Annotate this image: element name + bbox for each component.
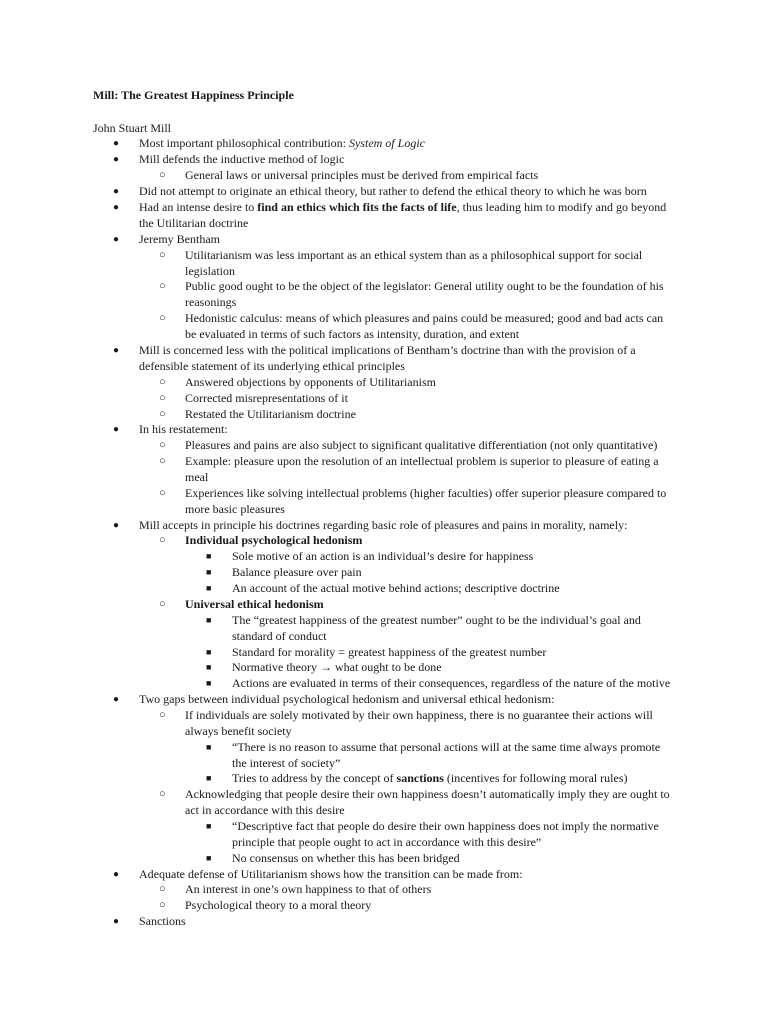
list-item bbox=[159, 407, 674, 423]
list-item-text: Example: pleasure upon the resolution of an intellectual problem is superior to pleasure of eating a meal bbox=[185, 454, 659, 484]
list-item-text: Mill defends the inductive method of logic bbox=[139, 152, 345, 166]
bullet-marker: ○ bbox=[159, 376, 166, 388]
list-item bbox=[206, 549, 674, 565]
list-item bbox=[159, 168, 674, 184]
list-item-text: Did not attempt to originate an ethical theory, but rather to defend the ethical theory to which he was born bbox=[139, 184, 647, 198]
bullet-marker: ○ bbox=[159, 709, 166, 721]
list-item-text: “Descriptive fact that people do desire their own happiness does not imply the normative principle that people ought to act in accordance with this desire” bbox=[232, 819, 659, 849]
list-item-text: Acknowledging that people desire their own happiness doesn’t automatically imply they are ought to act in accordance with this desire bbox=[185, 787, 670, 817]
list-item-text: Answered objections by opponents of Utilitarianism bbox=[185, 375, 436, 389]
list-item bbox=[113, 136, 674, 152]
bullet-marker: ● bbox=[113, 520, 120, 531]
list-item bbox=[113, 232, 674, 248]
bullet-marker: ● bbox=[113, 202, 120, 213]
bullet-marker: ○ bbox=[159, 534, 166, 546]
list-item-text: Utilitarianism was less important as an ethical system than as a philosophical support for social legislation bbox=[185, 248, 643, 278]
list-item-text: The “greatest happiness of the greatest number” ought to be the individual’s goal and standard of conduct bbox=[232, 613, 641, 643]
list-item bbox=[206, 851, 674, 867]
list-item bbox=[159, 438, 674, 454]
bullet-marker: ● bbox=[113, 234, 120, 245]
bullet-marker: ○ bbox=[159, 487, 166, 499]
list-item bbox=[159, 391, 674, 407]
list-item bbox=[113, 422, 674, 438]
list-item bbox=[113, 343, 674, 375]
bullet-marker: ■ bbox=[206, 647, 212, 657]
list-item bbox=[159, 375, 674, 391]
bullet-marker: ■ bbox=[206, 773, 212, 783]
list-item-text: Pleasures and pains are also subject to significant qualitative differentiation (not only quantitative) bbox=[185, 438, 658, 452]
list-item-text: Hedonistic calculus: means of which pleasures and pains could be measured; good and bad acts can be evaluated in terms of such factors as intensity, duration, and extent bbox=[185, 311, 664, 341]
emphasized-text: sanctions bbox=[396, 771, 444, 785]
bullet-marker: ○ bbox=[159, 392, 166, 404]
list-item-text: Tries to address by the concept of bbox=[232, 771, 397, 785]
bullet-marker: ■ bbox=[206, 678, 212, 688]
list-item-text: “There is no reason to assume that personal actions will at the same time always promote the interest of society” bbox=[232, 740, 661, 770]
bullet-marker: ■ bbox=[206, 615, 212, 625]
list-item-text: Sole motive of an action is an individual’s desire for happiness bbox=[232, 549, 534, 563]
list-item bbox=[159, 597, 674, 613]
bullet-marker: ■ bbox=[206, 567, 212, 577]
emphasized-text: System of Logic bbox=[348, 136, 425, 150]
bullet-marker: ○ bbox=[159, 598, 166, 610]
bullet-marker: ● bbox=[113, 916, 120, 927]
bullet-marker: ● bbox=[113, 694, 120, 705]
bullet-marker: ○ bbox=[159, 249, 166, 261]
list-item bbox=[159, 248, 674, 280]
list-item bbox=[159, 486, 674, 518]
bullet-marker: ○ bbox=[159, 899, 166, 911]
list-item bbox=[159, 279, 674, 311]
list-item bbox=[113, 692, 674, 708]
bullet-marker: ● bbox=[113, 869, 120, 880]
list-item bbox=[113, 914, 674, 930]
list-item bbox=[113, 200, 674, 232]
bullet-marker: ● bbox=[113, 424, 120, 435]
list-item bbox=[206, 565, 674, 581]
list-item-text: Two gaps between individual psychological hedonism and universal ethical hedonism: bbox=[139, 692, 555, 706]
list-item-text: Jeremy Bentham bbox=[139, 232, 220, 246]
bullet-marker: ■ bbox=[206, 821, 212, 831]
list-item bbox=[159, 311, 674, 343]
list-item-text: No consensus on whether this has been bridged bbox=[232, 851, 460, 865]
list-item bbox=[159, 787, 674, 819]
bullet-marker: ○ bbox=[159, 788, 166, 800]
bullet-marker: ○ bbox=[159, 439, 166, 451]
list-item-text: Actions are evaluated in terms of their consequences, regardless of the nature of the motive bbox=[232, 676, 671, 690]
list-item bbox=[159, 898, 674, 914]
list-item bbox=[206, 613, 674, 645]
list-item-text: Psychological theory to a moral theory bbox=[185, 898, 372, 912]
emphasized-text: find an ethics which fits the facts of life bbox=[257, 200, 457, 214]
list-item-text: Mill is concerned less with the political implications of Bentham’s doctrine than with the provision of a defensible statement of its underlying ethical principles bbox=[139, 343, 636, 373]
bullet-marker: ● bbox=[113, 345, 120, 356]
bullet-marker: ■ bbox=[206, 551, 212, 561]
list-item-text: Normative theory → what ought to be done bbox=[232, 660, 442, 674]
list-item-text: Restated the Utilitarianism doctrine bbox=[185, 407, 356, 421]
bullet-marker: ○ bbox=[159, 883, 166, 895]
list-item bbox=[206, 660, 674, 676]
list-item-text: Sanctions bbox=[139, 914, 186, 928]
emphasized-text: Individual psychological hedonism bbox=[185, 533, 363, 547]
list-item-text: Balance pleasure over pain bbox=[232, 565, 362, 579]
list-item-text: Adequate defense of Utilitarianism shows how the transition can be made from: bbox=[139, 867, 523, 881]
bullet-marker: ○ bbox=[159, 408, 166, 420]
list-item bbox=[159, 533, 674, 549]
list-item-text: Mill accepts in principle his doctrines regarding basic role of pleasures and pains in morality, namely: bbox=[139, 518, 628, 532]
bullet-marker: ■ bbox=[206, 742, 212, 752]
list-item bbox=[159, 882, 674, 898]
list-item-text-continued: (incentives for following moral rules) bbox=[443, 771, 628, 785]
bullet-marker: ● bbox=[113, 186, 120, 197]
list-item-text: If individuals are solely motivated by their own happiness, there is no guarantee their actions will always benefit society bbox=[185, 708, 653, 738]
list-item bbox=[206, 819, 674, 851]
list-item-text: An interest in one’s own happiness to that of others bbox=[185, 882, 432, 896]
bullet-marker: ● bbox=[113, 154, 120, 165]
bullet-marker: ○ bbox=[159, 312, 166, 324]
bullet-marker: ○ bbox=[159, 280, 166, 292]
list-item-text: Had an intense desire to bbox=[139, 200, 258, 214]
bullet-marker: ○ bbox=[159, 455, 166, 467]
list-item bbox=[206, 740, 674, 772]
list-item bbox=[113, 152, 674, 168]
list-item bbox=[206, 771, 674, 787]
list-item-text: Public good ought to be the object of the legislator: General utility ought to be the foundation of his reasonings bbox=[185, 279, 664, 309]
emphasized-text: Universal ethical hedonism bbox=[185, 597, 324, 611]
list-item-text: Corrected misrepresentations of it bbox=[185, 391, 348, 405]
list-item-text: In his restatement: bbox=[139, 422, 228, 436]
list-item-text: Standard for morality = greatest happiness of the greatest number bbox=[232, 645, 547, 659]
list-item-text-continued: , thus leading him to modify and go beyond the Utilitarian doctrine bbox=[139, 200, 667, 230]
list-item bbox=[113, 867, 674, 883]
bullet-marker: ○ bbox=[159, 169, 166, 181]
bullet-marker: ● bbox=[113, 138, 120, 149]
list-item bbox=[159, 708, 674, 740]
author-name: John Stuart Mill bbox=[93, 121, 172, 135]
list-item bbox=[206, 676, 674, 692]
list-item-text: Experiences like solving intellectual problems (higher faculties) offer superior pleasure compared to more basic pleasures bbox=[185, 486, 667, 516]
bullet-marker: ■ bbox=[206, 853, 212, 863]
list-item-text: Most important philosophical contribution: bbox=[139, 136, 349, 150]
bullet-marker: ■ bbox=[206, 583, 212, 593]
page-title: Mill: The Greatest Happiness Principle bbox=[93, 88, 294, 102]
list-item bbox=[206, 645, 674, 661]
list-item-text: An account of the actual motive behind actions; descriptive doctrine bbox=[232, 581, 560, 595]
list-item bbox=[113, 184, 674, 200]
bullet-marker: ■ bbox=[206, 662, 212, 672]
list-item bbox=[159, 454, 674, 486]
list-item bbox=[113, 518, 674, 534]
list-item bbox=[206, 581, 674, 597]
list-item-text: General laws or universal principles must be derived from empirical facts bbox=[185, 168, 539, 182]
